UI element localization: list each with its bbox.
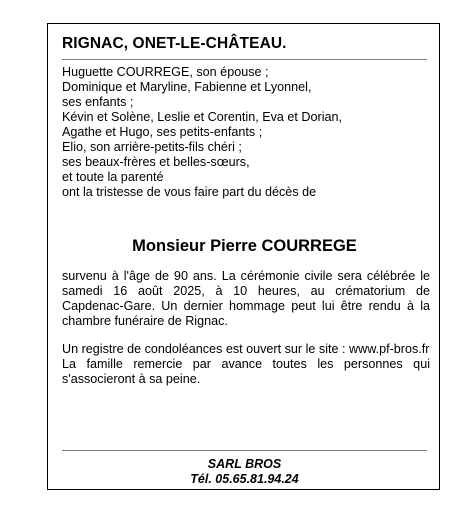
notice-details [62,269,430,387]
thanks-paragraph: La famille remercie par avance toutes les personnes qui s'associeront à sa peine. [62,357,430,386]
ceremony-paragraph: survenu à l'âge de 90 ans. La cérémonie civile sera célébrée le samedi 16 août 2025, à 10 heures, au crématorium de Capdenac-Gare. Un dernier hommage peut lui être rendu à la chambre funéraire de Rignac. [62,269,430,328]
family-list [62,65,430,200]
condolence-register-paragraph: Un registre de condoléances est ouvert sur le site : www.pf-bros.fr [62,342,430,356]
top-divider [62,59,427,60]
company-name: SARL BROS [207,457,282,471]
notice-heading: RIGNAC, ONET-LE-CHÂTEAU. [62,35,287,52]
family-line: Elio, son arrière-petits-fils chéri ; [62,140,242,154]
family-line: et toute la parenté [62,170,164,184]
family-line: Dominique et Maryline, Fabienne et Lyonnel, [62,80,312,94]
family-line: Huguette COURREGE, son épouse ; [62,65,269,79]
family-line: ses beaux-frères et belles-sœurs, [62,155,250,169]
bottom-divider [62,450,427,451]
funeral-home-footer [48,457,441,487]
family-line: Agathe et Hugo, ses petits-enfants ; [62,125,263,139]
family-line: Kévin et Solène, Leslie et Corentin, Eva et Dorian, [62,110,343,124]
family-line: ont la tristesse de vous faire part du décès de [62,185,317,199]
family-line: ses enfants ; [62,95,134,109]
deceased-name: Monsieur Pierre COURREGE [132,237,357,255]
obituary-notice [47,23,440,490]
company-phone: Tél. 05.65.81.94.24 [190,472,299,486]
